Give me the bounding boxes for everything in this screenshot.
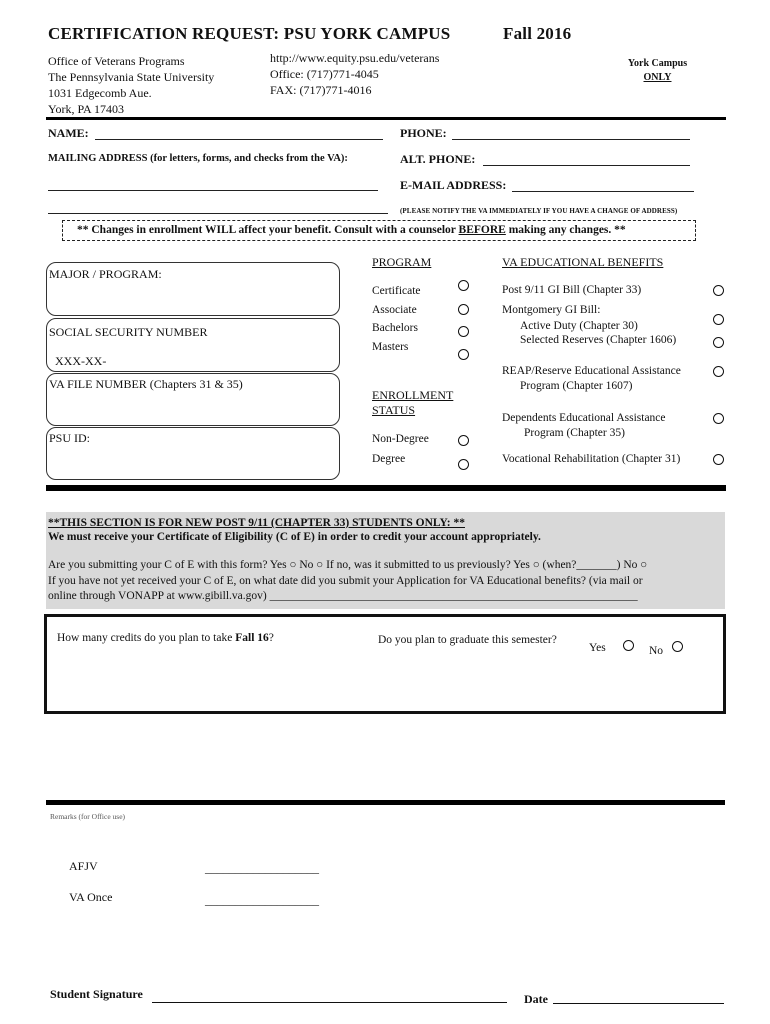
address-line-1[interactable] [48, 190, 378, 191]
graduate-question: Do you plan to graduate this semester? [378, 634, 557, 646]
credits-question-text: How many credits do you plan to take [57, 632, 236, 644]
program-masters-label: Masters [372, 341, 409, 353]
office-line: York, PA 17403 [48, 102, 125, 116]
benefit-mgib-label: Montgomery GI Bill: [502, 304, 601, 316]
va-file-field[interactable] [46, 373, 340, 426]
graduate-no-label: No [649, 645, 664, 657]
office-line: The Pennsylvania State University [48, 70, 215, 84]
enrollment-heading [372, 388, 453, 418]
psu-id-label: PSU ID: [49, 431, 91, 445]
office-contact [270, 50, 439, 98]
campus-line: York Campus [627, 58, 688, 69]
enrollment-degree-radio[interactable] [458, 459, 469, 470]
program-associate-label: Associate [372, 304, 417, 316]
ch33-subheading: We must receive your Certificate of Eligibility (C of E) in order to credit your account appropriately. [48, 531, 541, 543]
enrollment-degree-label: Degree [372, 453, 406, 465]
ch33-heading-text: **THIS SECTION IS FOR NEW POST 9/11 (CHAPTER 33) STUDENTS ONLY: ** [48, 517, 465, 529]
benefit-dea-label: Dependents Educational Assistance [502, 412, 666, 424]
major-label: MAJOR / PROGRAM: [49, 267, 162, 281]
alt-phone-field[interactable] [483, 165, 690, 166]
ch33-question-2: If you have not yet received your C of E, on what date did you submit your Application for VA Educational benefits? (via mail or [48, 575, 643, 587]
warning-emphasis: BEFORE [458, 224, 506, 236]
enrollment-heading-line: STATUS [372, 403, 416, 417]
benefit-reap-radio[interactable] [713, 366, 724, 377]
enrollment-nondegree-radio[interactable] [458, 435, 469, 446]
campus-note [615, 57, 700, 85]
ch33-heading [48, 517, 465, 529]
program-masters-radio[interactable] [458, 349, 469, 360]
benefits-heading: VA EDUCATIONAL BENEFITS [502, 255, 664, 269]
afjv-label: AFJV [69, 859, 98, 873]
ch33-question-2-cont: online through VONAPP at www.gibill.va.gov) ________________________________________________________________ [48, 590, 638, 602]
benefit-reap-label: REAP/Reserve Educational Assistance [502, 365, 681, 377]
program-bachelors-radio[interactable] [458, 326, 469, 337]
program-associate-radio[interactable] [458, 304, 469, 315]
email-label: E-MAIL ADDRESS: [400, 178, 507, 192]
graduate-yes-radio[interactable] [623, 640, 634, 651]
alt-phone-label: ALT. PHONE: [400, 152, 476, 166]
office-fax: FAX: (717)771-4016 [270, 83, 372, 97]
office-divider [46, 800, 725, 805]
office-address [48, 53, 214, 117]
benefit-dea-label-2: Program (Chapter 35) [524, 427, 625, 439]
psu-id-field[interactable] [46, 427, 340, 480]
campus-only: ONLY [643, 72, 672, 83]
enrollment-warning [62, 220, 696, 241]
va-file-label: VA FILE NUMBER (Chapters 31 & 35) [49, 377, 243, 391]
address-line-2[interactable] [48, 213, 388, 214]
program-certificate-label: Certificate [372, 285, 421, 297]
benefit-vocrehab-radio[interactable] [713, 454, 724, 465]
benefit-reserves-label: Selected Reserves (Chapter 1606) [520, 334, 677, 346]
ch33-question-1: Are you submitting your C of E with this form? Yes ○ No ○ If no, was it submitted to us previously? Yes ○ (when?_______) No ○ [48, 559, 648, 571]
benefit-vocrehab-label: Vocational Rehabilitation (Chapter 31) [502, 453, 681, 465]
header-divider [46, 117, 726, 120]
benefit-post911-label: Post 9/11 GI Bill (Chapter 33) [502, 284, 642, 296]
date-field[interactable] [553, 1003, 724, 1004]
form-title: CERTIFICATION REQUEST: PSU YORK CAMPUS [48, 24, 451, 43]
mailing-label: MAILING ADDRESS (for letters, forms, and checks from the VA): [48, 153, 348, 164]
office-line: 1031 Edgecomb Aue. [48, 86, 152, 100]
website-link[interactable]: http://www.equity.psu.edu/veterans [270, 51, 440, 65]
benefit-reserves-radio[interactable] [713, 337, 724, 348]
benefit-dea-radio[interactable] [713, 413, 724, 424]
program-heading: PROGRAM [372, 255, 432, 269]
graduate-no-radio[interactable] [672, 641, 683, 652]
va-once-field[interactable]: ___________________ [205, 893, 319, 907]
afjv-field[interactable]: ___________________ [205, 861, 319, 875]
student-signature-field[interactable] [152, 1002, 507, 1003]
phone-field[interactable] [452, 139, 690, 140]
benefit-post911-radio[interactable] [713, 285, 724, 296]
name-label: NAME: [48, 126, 89, 140]
major-field[interactable] [46, 262, 340, 316]
office-line: Office of Veterans Programs [48, 54, 185, 68]
notify-note: (PLEASE NOTIFY THE VA IMMEDIATELY IF YOU HAVE A CHANGE OF ADDRESS) [400, 207, 678, 215]
benefit-active-duty-radio[interactable] [713, 314, 724, 325]
email-field[interactable] [512, 191, 694, 192]
credits-question [57, 632, 274, 644]
enrollment-nondegree-label: Non-Degree [372, 433, 429, 445]
benefit-reap-label-2: Program (Chapter 1607) [520, 380, 633, 392]
warning-text-end: making any changes. ** [505, 224, 626, 236]
student-signature-label: Student Signature [50, 987, 143, 1001]
ssn-label: SOCIAL SECURITY NUMBER [49, 325, 208, 339]
program-bachelors-label: Bachelors [372, 322, 418, 334]
ssn-value: XXX-XX- [55, 354, 107, 368]
ssn-field[interactable] [46, 318, 340, 372]
form-term: Fall 2016 [503, 24, 572, 43]
warning-text: ** Changes in enrollment WILL affect your benefit. Consult with a counselor [77, 224, 459, 236]
remarks-label: Remarks (for Office use) [50, 812, 126, 821]
enrollment-heading-line: ENROLLMENT [372, 388, 454, 402]
credits-term: Fall 16 [235, 632, 269, 644]
va-once-label: VA Once [69, 890, 113, 904]
office-phone: Office: (717)771-4045 [270, 67, 379, 81]
graduate-yes-label: Yes [589, 642, 606, 654]
name-field[interactable] [95, 139, 383, 140]
section-divider [46, 485, 726, 491]
benefit-active-duty-label: Active Duty (Chapter 30) [520, 320, 638, 332]
date-label: Date [524, 992, 548, 1006]
program-certificate-radio[interactable] [458, 280, 469, 291]
credits-question-end: ? [268, 632, 274, 644]
phone-label: PHONE: [400, 126, 447, 140]
credits-box [44, 614, 726, 714]
